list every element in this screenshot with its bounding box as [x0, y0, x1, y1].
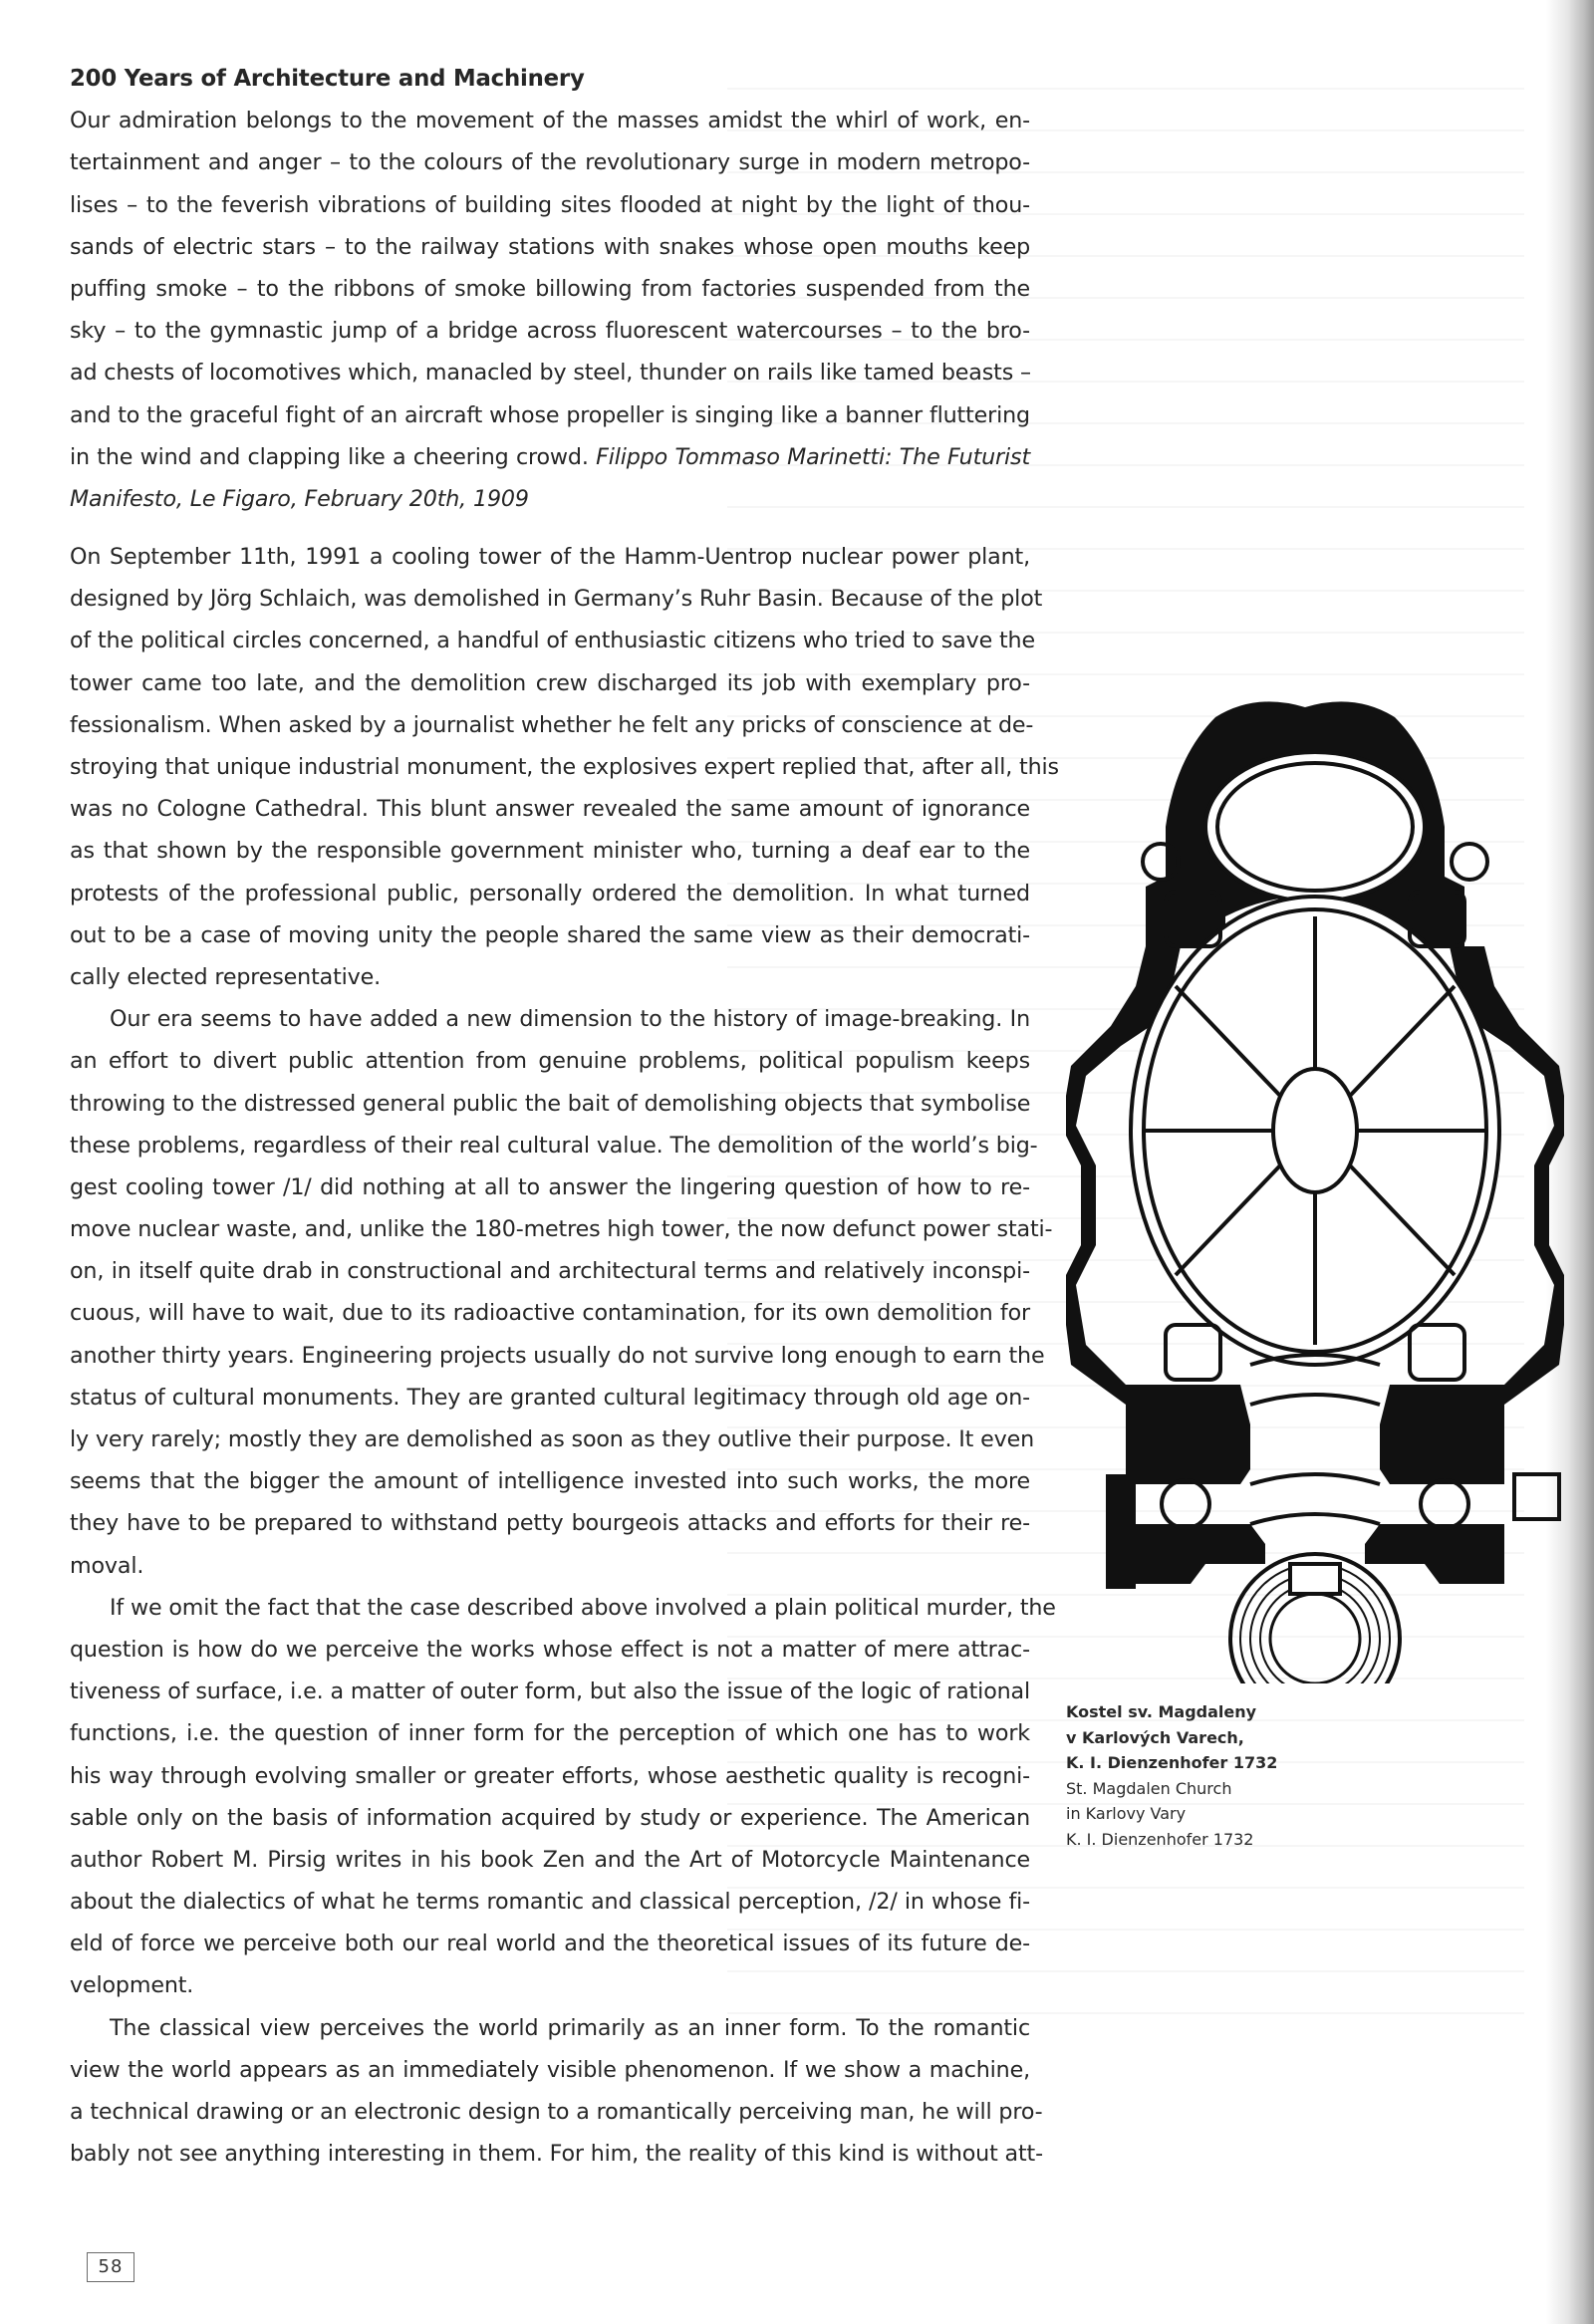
- caption-cz-line: K. I. Dienzenhofer 1732: [1066, 1753, 1278, 1772]
- quote-line: and to the graceful fight of an aircraft whose propeller is singing like a banner fluttering: [70, 401, 1030, 428]
- text-line: tower came too late, and the demolition crew discharged its job with exemplary pro-: [70, 669, 1030, 696]
- quote-text: in the wind and clapping like a cheering crowd.: [70, 443, 597, 470]
- text-line: designed by Jörg Schlaich, was demolished in Germany’s Ruhr Basin. Because of the plot: [70, 586, 1043, 613]
- text-line: question is how do we perceive the works whose effect is not a matter of mere attrac-: [70, 1636, 1030, 1663]
- caption-cz-line: Kostel sv. Magdaleny: [1066, 1702, 1257, 1721]
- text-line: The classical view perceives the world primarily as an inner form. To the romantic: [110, 2014, 1030, 2041]
- paragraph-3: [70, 1587, 1056, 2007]
- paragraph-1: [70, 536, 1059, 998]
- text-line: of the political circles concerned, a handful of enthusiastic citizens who tried to save the: [70, 628, 1035, 654]
- caption-en-line: K. I. Dienzenhofer 1732: [1066, 1829, 1254, 1849]
- text-line: eld of force we perceive both our real world and the theoretical issues of its future de-: [70, 1931, 1030, 1957]
- paragraph-2: [70, 998, 1053, 1587]
- article-title: 200 Years of Architecture and Machinery: [70, 66, 585, 92]
- text-line: ly very rarely; mostly they are demolished as soon as they outlive their purpose. It even: [70, 1426, 1035, 1452]
- text-line: cally elected representative.: [70, 963, 382, 990]
- text-line: moval.: [70, 1552, 144, 1579]
- text-line: status of cultural monuments. They are granted cultural legitimacy through old age on-: [70, 1384, 1030, 1411]
- text-line: throwing to the distressed general public the bait of demolishing objects that symbolise: [70, 1090, 1031, 1117]
- text-line: about the dialectics of what he terms romantic and classical perception, /2/ in whose fi-: [70, 1889, 1030, 1916]
- text-line: Our era seems to have added a new dimension to the history of image-breaking. In: [110, 1006, 1030, 1033]
- text-line: sable only on the basis of information acquired by study or experience. The American: [70, 1804, 1030, 1831]
- text-line: velopment.: [70, 1972, 194, 1999]
- text-line: protests of the professional public, personally ordered the demolition. In what turned: [70, 880, 1030, 906]
- futurist-quote: [70, 100, 1030, 520]
- quote-line: ad chests of locomotives which, manacled by steel, thunder on rails like tamed beasts –: [70, 360, 1031, 387]
- text-line: as that shown by the responsible government minister who, turning a deaf ear to the: [70, 838, 1030, 865]
- quote-line: tertainment and anger – to the colours of the revolutionary surge in modern metropo-: [70, 149, 1030, 176]
- quote-attribution: Filippo Tommaso Marinetti: The Futurist: [596, 443, 1030, 470]
- text-line: view the world appears as an immediately visible phenomenon. If we show a machine,: [70, 2056, 1030, 2083]
- church-floor-plan-figure: [1066, 687, 1564, 1683]
- text-line: author Robert M. Pirsig writes in his book Zen and the Art of Motorcycle Maintenance: [70, 1846, 1030, 1873]
- quote-line: [70, 436, 1030, 478]
- text-line: was no Cologne Cathedral. This blunt answer revealed the same amount of ignorance: [70, 796, 1030, 823]
- caption-en-line: St. Magdalen Church: [1066, 1778, 1232, 1798]
- quote-line: sands of electric stars – to the railway stations with snakes whose open mouths keep: [70, 233, 1030, 260]
- text-line: tiveness of surface, i.e. a matter of outer form, but also the issue of the logic of rational: [70, 1678, 1030, 1705]
- text-line: his way through evolving smaller or greater efforts, whose aesthetic quality is recogni-: [70, 1762, 1030, 1789]
- quote-line: sky – to the gymnastic jump of a bridge across fluorescent watercourses – to the bro-: [70, 318, 1030, 345]
- quote-line: lises – to the feverish vibrations of building sites flooded at night by the light of thou-: [70, 191, 1030, 218]
- quote-line: puffing smoke – to the ribbons of smoke billowing from factories suspended from the: [70, 275, 1030, 302]
- text-line: fessionalism. When asked by a journalist whether he felt any pricks of conscience at de-: [70, 711, 1034, 738]
- text-line: stroying that unique industrial monument, the explosives expert replied that, after all, this: [70, 754, 1059, 780]
- text-line: a technical drawing or an electronic design to a romantically perceiving man, he will pro-: [70, 2099, 1043, 2125]
- text-line: they have to be prepared to withstand petty bourgeois attacks and efforts for their re-: [70, 1510, 1030, 1537]
- page-number: 58: [87, 2252, 134, 2282]
- text-line: an effort to divert public attention from genuine problems, political populism keeps: [70, 1048, 1030, 1075]
- quote-line: Our admiration belongs to the movement of the masses amidst the whirl of work, en-: [70, 108, 1030, 134]
- figure-caption: [1066, 1699, 1365, 1852]
- caption-cz-line: v Karlových Varech,: [1066, 1727, 1244, 1747]
- text-line: on, in itself quite drab in constructional and architectural terms and relatively inconspi-: [70, 1258, 1030, 1285]
- text-line: functions, i.e. the question of inner form for the perception of which one has to work: [70, 1720, 1030, 1747]
- text-line: move nuclear waste, and, unlike the 180-metres high tower, the now defunct power stati-: [70, 1216, 1053, 1243]
- text-line: out to be a case of moving unity the people shared the same view as their democrati-: [70, 921, 1030, 948]
- text-line: another thirty years. Engineering projects usually do not survive long enough to earn the: [70, 1342, 1045, 1369]
- article-body: [70, 58, 1059, 2175]
- text-line: On September 11th, 1991 a cooling tower of the Hamm-Uentrop nuclear power plant,: [70, 544, 1030, 571]
- text-line: If we omit the fact that the case described above involved a plain political murder, the: [110, 1594, 1056, 1621]
- caption-en-line: in Karlovy Vary: [1066, 1804, 1187, 1823]
- text-line: gest cooling tower /1/ did nothing at all to answer the lingering question of how to re-: [70, 1173, 1030, 1200]
- paragraph-4: [70, 2007, 1043, 2176]
- text-line: seems that the bigger the amount of intelligence invested into such works, the more: [70, 1468, 1030, 1495]
- text-line: these problems, regardless of their real cultural value. The demolition of the world’s big-: [70, 1132, 1038, 1159]
- quote-attribution: Manifesto, Le Figaro, February 20th, 1909: [70, 485, 529, 512]
- church-floor-plan-icon: [1066, 687, 1564, 1683]
- text-line: cuous, will have to wait, due to its radioactive contamination, for its own demolition for: [70, 1300, 1030, 1327]
- text-line: bably not see anything interesting in them. For him, the reality of this kind is without att-: [70, 2141, 1043, 2168]
